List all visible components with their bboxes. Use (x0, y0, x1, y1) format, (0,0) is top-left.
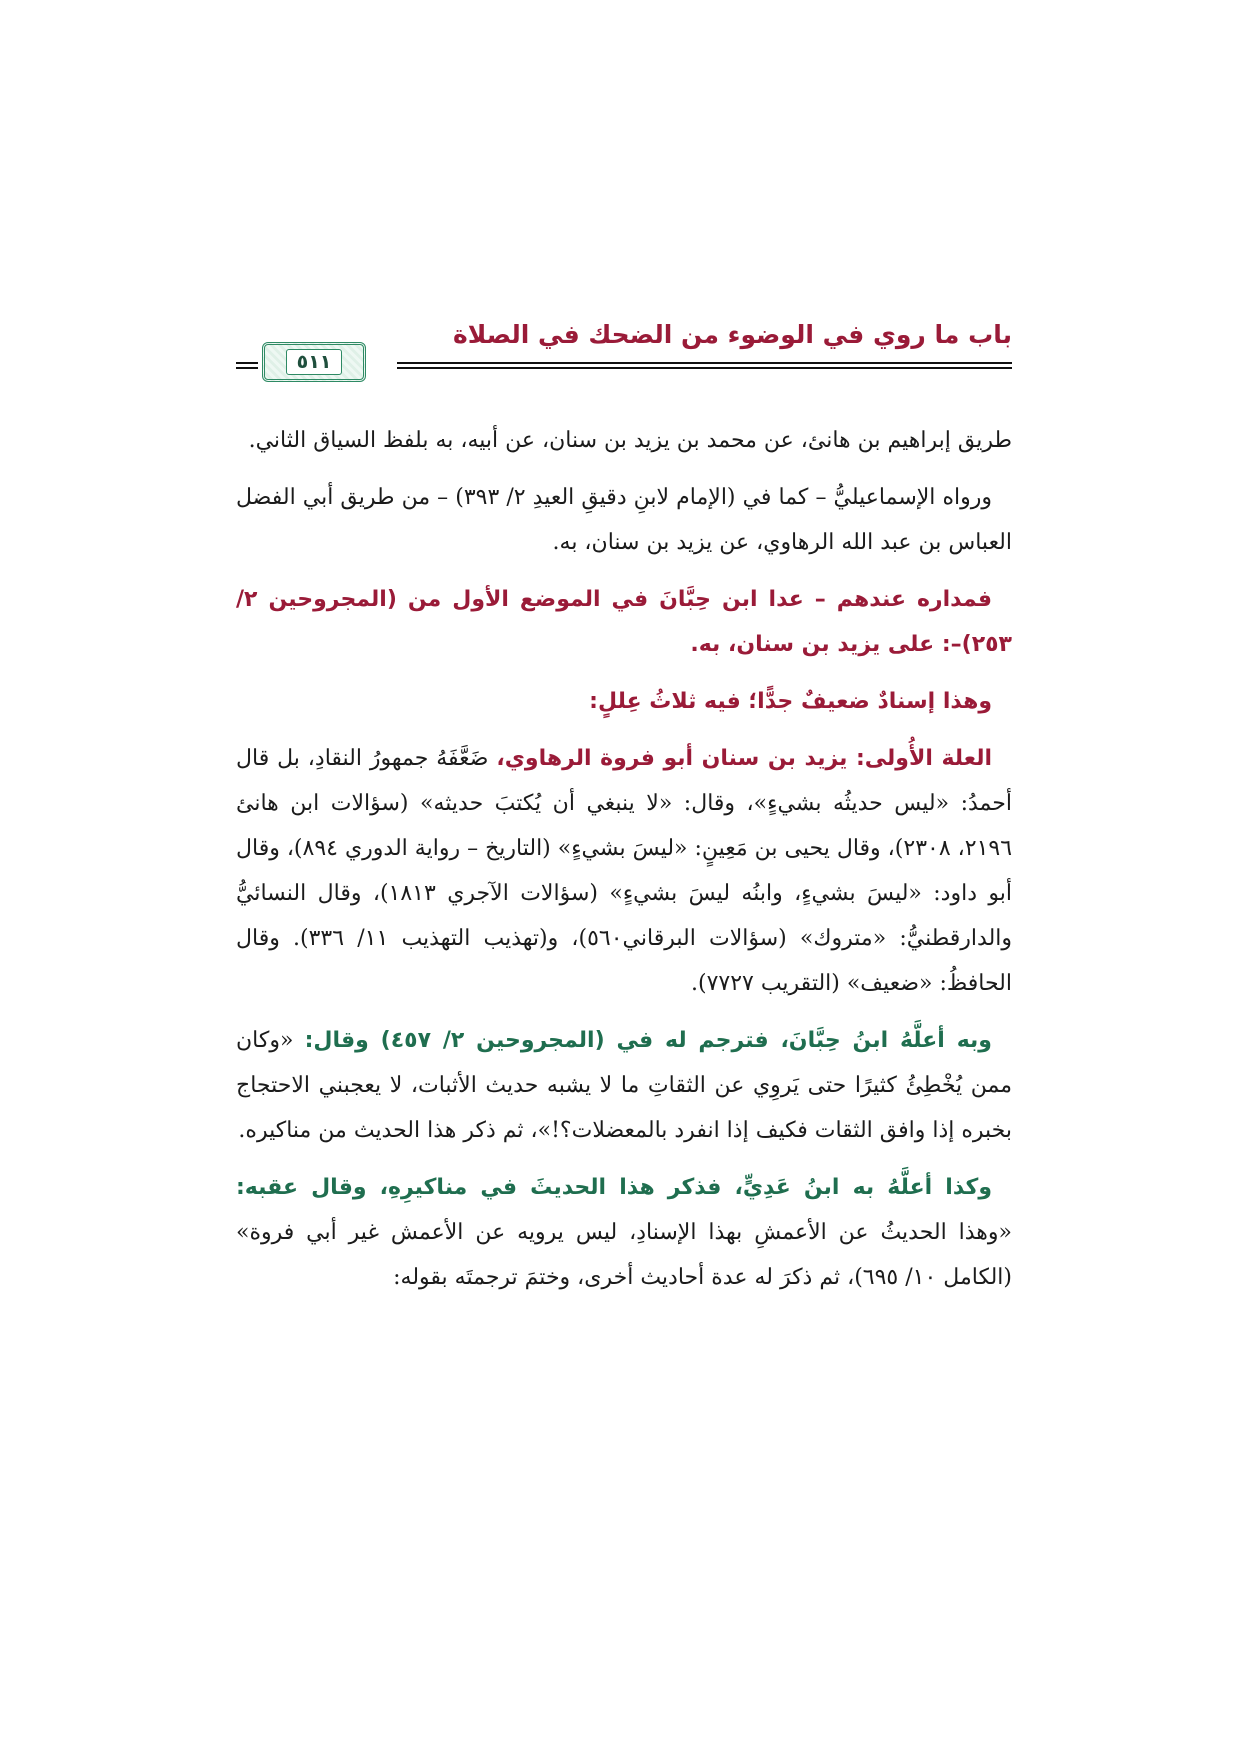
paragraph-7-lead: وكذا أعلَّهُ به ابنُ عَدِيٍّ، فذكر هذا الحديثَ في مناكيرِهِ، وقال عقبه: (236, 1175, 992, 1200)
page-number-frame (262, 342, 366, 382)
paragraph-7-text: «وهذا الحديثُ عن الأعمشِ بهذا الإسنادِ، ليس يرويه عن الأعمش غير أبي فروة» (الكامل ١٠/ ٦٩٥)، ثم ذكرَ له عدة أحاديث أخرى، وختمَ ترجمتَه بقوله: (236, 1220, 1012, 1290)
paragraph-7 (236, 1165, 1012, 1300)
running-title: باب ما روي في الوضوء من الضحك في الصلاة (453, 320, 1012, 349)
page-number: ٥١١ (286, 349, 343, 375)
body-text (236, 418, 1012, 1312)
header-rule-left (236, 362, 258, 369)
page-header (236, 320, 1012, 388)
header-rule-right (397, 362, 1012, 369)
book-page (236, 320, 1012, 1720)
paragraph-4-text: وهذا إسنادٌ ضعيفٌ جدًّا؛ فيه ثلاثُ عِللٍ: (589, 689, 992, 714)
paragraph-2 (236, 475, 1012, 565)
paragraph-6-text: «وكان ممن يُخْطِئُ كثيرًا حتى يَروِي عن الثقاتِ ما لا يشبه حديث الأثبات، لا يعجبني الاحتجاج بخبره إذا وافق الثقات فكيف إذا انفرد بالمعضلات؟!»، ثم ذكر هذا الحديث من مناكيره. (236, 1028, 1012, 1143)
paragraph-1: طريق إبراهيم بن هانئ، عن محمد بن يزيد بن سنان، عن أبيه، به بلفظ السياق الثاني. (248, 428, 1012, 453)
paragraph-4-heading (236, 679, 1012, 724)
paragraph-3-heading (236, 577, 1012, 667)
paragraph-6 (236, 1018, 1012, 1153)
paragraph-2-text: ورواه الإسماعيليُّ – كما في (الإمام لابنِ دقيقِ العيدِ ٢/ ٣٩٣) – من طريق أبي الفضل العباس بن عبد الله الرهاوي، عن يزيد بن سنان، به. (236, 485, 1012, 555)
paragraph-3-text: فمداره عندهم – عدا ابن حِبَّانَ في الموضع الأول من (المجروحين ٢/ ٢٥٣)–: على يزيد بن سنان، به. (236, 587, 1012, 657)
paragraph-5-lead: العلة الأُولى: يزيد بن سنان أبو فروة الرهاوي، (496, 746, 992, 771)
paragraph-6-lead: وبه أعلَّهُ ابنُ حِبَّانَ، فترجم له في (المجروحين ٢/ ٤٥٧) وقال: (304, 1028, 992, 1053)
paragraph-5-text: ضَعَّفَهُ جمهورُ النقادِ، بل قال أحمدُ: «ليس حديثُه بشيءٍ»، وقال: «لا ينبغي أن يُكتبَ حديثه» (سؤالات ابن هانئ ٢١٩٦، ٢٣٠٨)، وقال يحيى بن مَعِينٍ: «ليسَ بشيءٍ» (التاريخ – رواية الدوري ٨٩٤)، وقال أبو داود: «ليسَ بشيءٍ، وابنُه ليسَ بشيءٍ» (سؤالات الآجري ١٨١٣)، وقال النسائيُّ والدارقطنيُّ: «متروك» (سؤالات البرقاني٥٦٠)، و(تهذيب التهذيب ١١/ ٣٣٦). وقال الحافظُ: «ضعيف» (التقريب ٧٧٢٧). (236, 746, 1013, 996)
paragraph-5 (236, 736, 1012, 1006)
